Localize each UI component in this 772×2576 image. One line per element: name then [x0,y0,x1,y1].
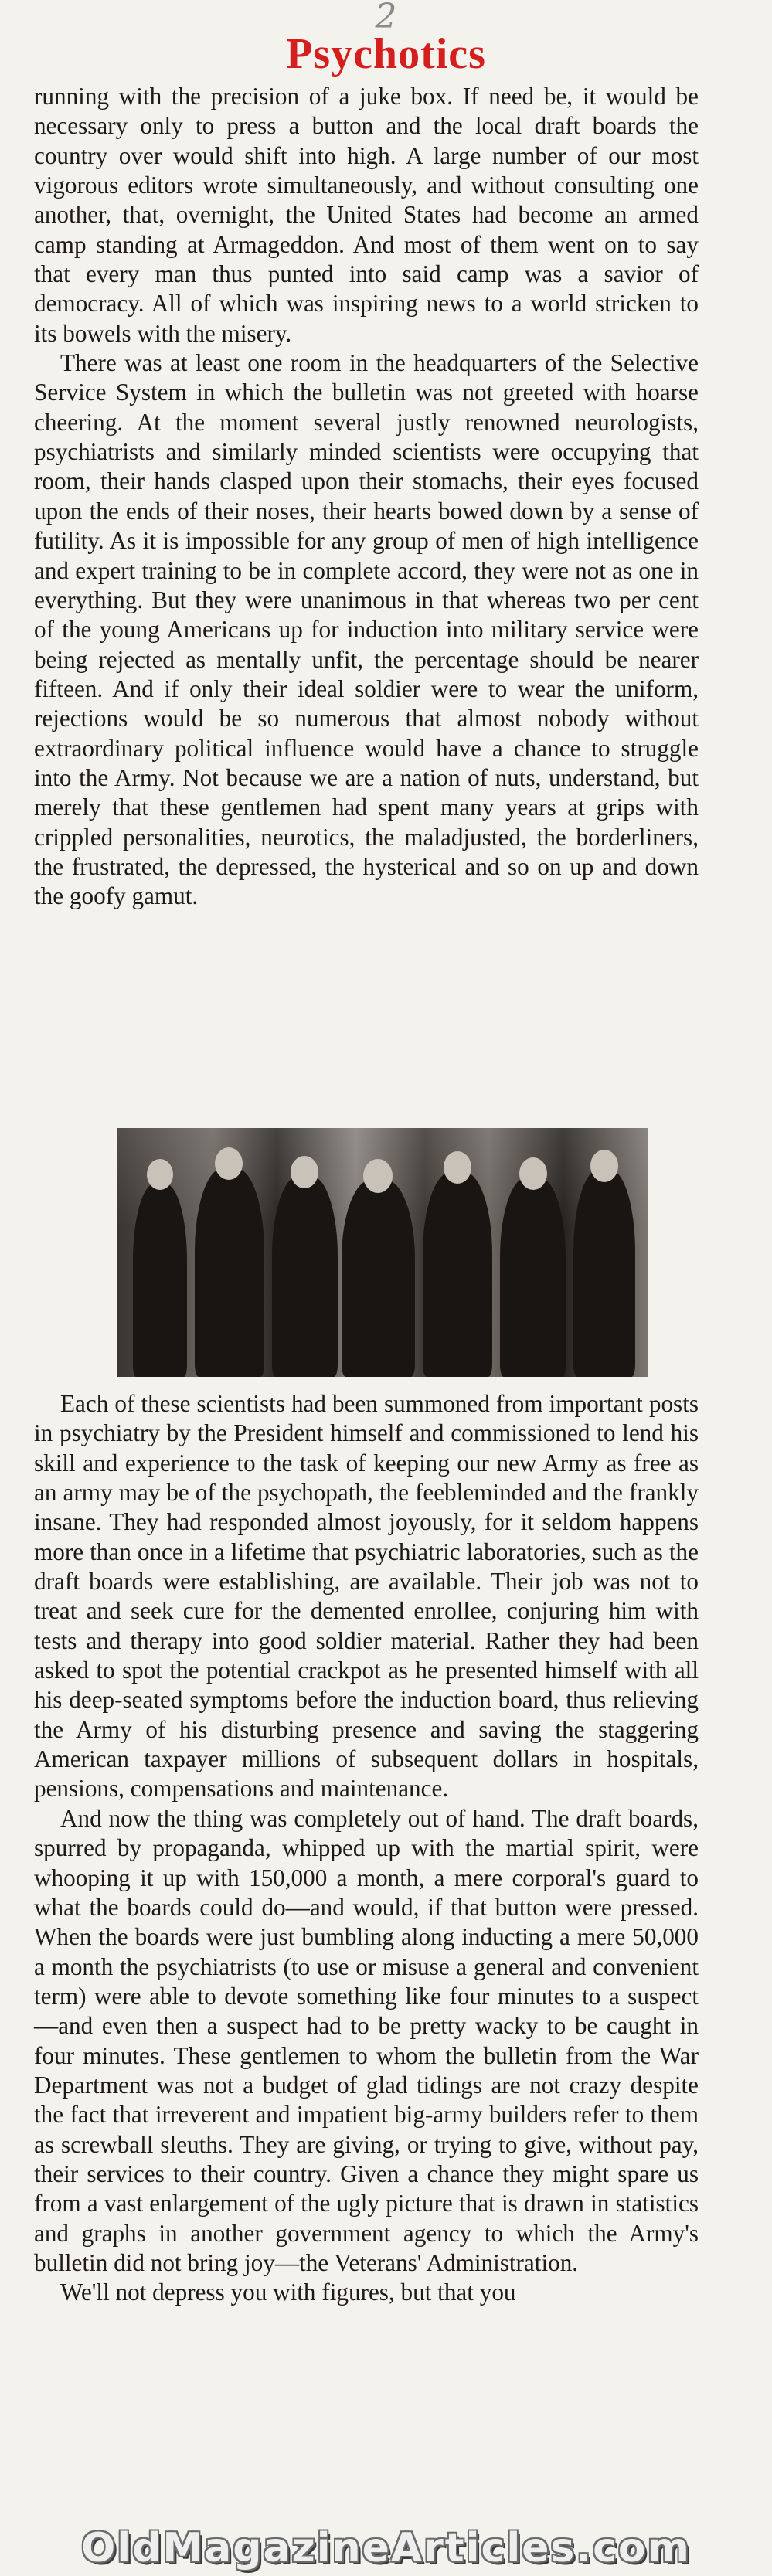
article-paragraph: Each of these scientists had been summoned from important posts in psychiatry by the President himself and commissioned to lend his skill and experience to the task of keeping our new Army as free as an army may be of the psychopath, the feebleminded and the frankly insane. They had responded almost joyously, for it seldom happens more than once in a lifetime that psychiatric laboratories, such as the draft boards were establishing, are available. Their job was not to treat and seek cure for the demented enrollee, conjuring him with tests and therapy into good soldier material. Rather they had been asked to spot the potential crackpot as he presented himself with all his deep-seated symptoms before the induction board, thus relieving the Army of his disturbing presence and saving the staggering American taxpayer millions of subsequent dollars in hospitals, pensions, compensations and maintenance. [34,1390,699,1803]
article-paragraph: And now the thing was completely out of hand. The draft boards, spurred by propaganda, whipped up with the martial spirit, were whooping it up with 150,000 a month, a mere corporal's guard to what the boards could do—and would, if that button were pressed. When the boards were just bumbling along inducting a mere 50,000 a month the psychiatrists (to use or misuse a general and convenient term) were able to devote something like four minutes to a suspect—and even then a suspect had to be pretty wacky to be caught in four minutes. These gentlemen to whom the bulletin from the War Department was not a budget of glad tidings are not crazy despite the fact that irreverent and impatient big-army builders refer to them as screwball sleuths. They are giving, or trying to give, without pay, their services to their country. Given a chance they might spare us from a vast enlargement of the ugly picture that is drawn in statistics and graphs in another government agency to which the Army's bulletin did not bring joy—the Veterans' Administration. [34,1804,699,2276]
article-paragraph: There was at least one room in the headquarters of the Selective Service System in which the bulletin was not greeted with hoarse cheering. At the moment several justly renowned neurologists, psychiatrists and similarly minded scientists were occupying that room, their hands clasped upon their stomachs, their eyes focused upon the ends of their noses, their hearts bowed down by a sense of futility. As it is impossible for any group of men of high intelligence and expert training to be in complete accord, they were not as one in everything. But they were unanimous in that whereas two per cent of the young Americans up for induction into military service were being rejected as mentally unfit, the percentage should be nearer fifteen. And if only their ideal soldier were to wear the uniform, rejections would be so numerous that almost nobody without extraordinary political influence would have a chance to struggle into the Army. Not because we are a nation of nuts, understand, but merely that these gentlemen had spent many years at grips with crippled personalities, neurotics, the maladjusted, the borderliners, the frustrated, the depressed, the hysterical and so on up and down the goofy gamut. [34,349,699,910]
page-number: 2 [375,0,397,36]
article-paragraph: We'll not depress you with figures, but that you [60,2279,516,2306]
site-watermark: OldMagazineArticles.com [81,2525,691,2571]
article-text-bottom [34,1389,699,2308]
article-paragraph: running with the precision of a juke box. If need be, it would be necessary only to press a button and the local draft boards the country over would shift into high. A large number of our most vigorous editors wrote simultaneously, and without consulting one another, that, overnight, the United States had become an armed camp standing at Armageddon. And most of them went on to say that every man thus punted into said camp was a savior of democracy. All of which was inspiring news to a world stricken to its bowels with the misery. [34,83,699,347]
draftees-photo [117,1128,648,1377]
article-text-top [34,82,699,912]
page-title: Psychotics [286,30,486,78]
